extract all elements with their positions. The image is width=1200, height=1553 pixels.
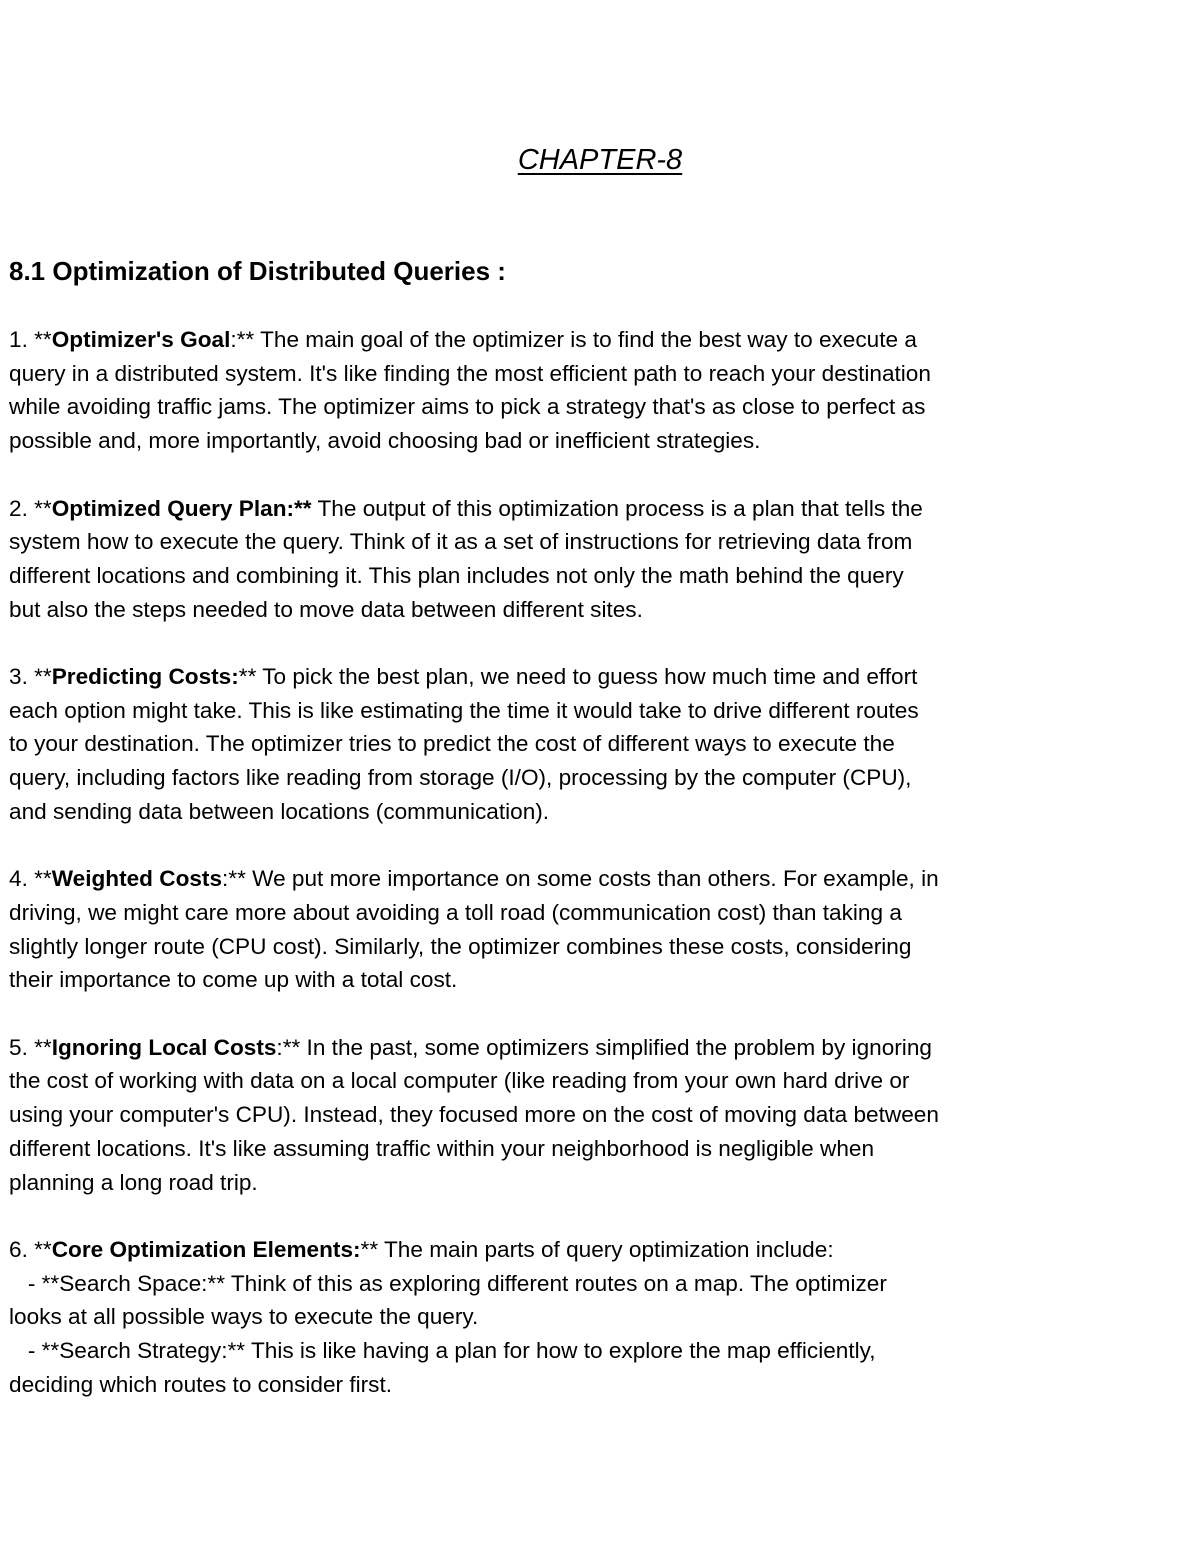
paragraph-line: query, including factors like reading from storage (I/O), processing by the computer (CPU), (9, 765, 912, 791)
item-prefix: 6. ** (9, 1236, 52, 1262)
paragraph-optimizers-goal (9, 323, 1084, 458)
item-lead-text: ** To pick the best plan, we need to guess how much time and effort (238, 664, 918, 689)
sub-item-search-space: - **Search Space:** Think of this as exploring different routes on a map. The optimizer (9, 1270, 887, 1296)
item-prefix: 2. ** (9, 495, 52, 521)
paragraph-line: different locations and combining it. This plan includes not only the math behind the query (9, 562, 904, 588)
item-bold-term: Core Optimization Elements: (51, 1236, 361, 1262)
item-lead-text: :** In the past, some optimizers simplified the problem by ignoring (276, 1034, 932, 1060)
item-lead-text: :** The main goal of the optimizer is to find the best way to execute a (230, 327, 917, 352)
section-heading: 8.1 Optimization of Distributed Queries : (9, 256, 506, 286)
document-body (9, 323, 1084, 1401)
item-prefix: 5. ** (9, 1034, 52, 1060)
paragraph-line: to your destination. The optimizer tries to predict the cost of different ways to execute the (9, 731, 895, 757)
item-bold-term: Optimized Query Plan:** (51, 495, 312, 521)
item-bold-term: Ignoring Local Costs (51, 1034, 277, 1060)
item-bold-term: Optimizer's Goal (51, 327, 231, 352)
paragraph-line: and sending data between locations (communication). (9, 798, 550, 824)
item-lead-text: The output of this optimization process is a plan that tells the (311, 495, 923, 521)
paragraph-core-optimization-elements (9, 1233, 1084, 1402)
paragraph-first-line (9, 1031, 1084, 1065)
item-bold-term: Weighted Costs (51, 866, 223, 892)
paragraph-first-line (9, 660, 1084, 694)
item-lead-text: :** We put more importance on some costs than others. For example, in (222, 866, 939, 892)
item-bold-term: Predicting Costs: (51, 664, 239, 689)
item-lead-text: ** The main parts of query optimization include: (360, 1236, 834, 1262)
paragraph-line: using your computer's CPU). Instead, they focused more on the cost of moving data between (9, 1102, 939, 1128)
paragraph-line: driving, we might care more about avoiding a toll road (communication cost) than taking a (9, 899, 902, 925)
paragraph-line: possible and, more importantly, avoid choosing bad or inefficient strategies. (9, 428, 761, 454)
paragraph-line: each option might take. This is like estimating the time it would take to drive different routes (9, 697, 919, 723)
paragraph-line: while avoiding traffic jams. The optimizer aims to pick a strategy that's as close to perfect as (9, 394, 926, 420)
paragraph-first-line (9, 492, 1084, 526)
paragraph-ignoring-local-costs (9, 1031, 1084, 1200)
paragraph-line: the cost of working with data on a local computer (like reading from your own hard drive or (9, 1068, 910, 1094)
paragraph-line: deciding which routes to consider first. (9, 1371, 393, 1397)
paragraph-optimized-query-plan (9, 492, 1084, 627)
paragraph-line: their importance to come up with a total cost. (9, 967, 458, 993)
paragraph-line: slightly longer route (CPU cost). Similarly, the optimizer combines these costs, considering (9, 933, 912, 959)
paragraph-line: planning a long road trip. (9, 1169, 258, 1195)
paragraph-line: but also the steps needed to move data between different sites. (9, 596, 643, 622)
sub-item-search-strategy: - **Search Strategy:** This is like having a plan for how to explore the map efficiently, (9, 1338, 876, 1364)
paragraph-weighted-costs (9, 862, 1084, 997)
paragraph-line: system how to execute the query. Think of it as a set of instructions for retrieving data from (9, 529, 913, 555)
item-prefix: 1. ** (9, 327, 52, 352)
paragraph-first-line (9, 862, 1084, 896)
paragraph-line: query in a distributed system. It's like finding the most efficient path to reach your destination (9, 360, 931, 386)
chapter-title: CHAPTER-8 (517, 144, 683, 176)
paragraph-line: different locations. It's like assuming traffic within your neighborhood is negligible when (9, 1135, 875, 1161)
paragraph-first-line (9, 323, 1084, 357)
paragraph-predicting-costs (9, 660, 1084, 829)
paragraph-line: looks at all possible ways to execute the query. (9, 1304, 479, 1330)
item-prefix: 3. ** (9, 664, 52, 689)
paragraph-first-line (9, 1233, 1084, 1267)
item-prefix: 4. ** (9, 866, 52, 892)
